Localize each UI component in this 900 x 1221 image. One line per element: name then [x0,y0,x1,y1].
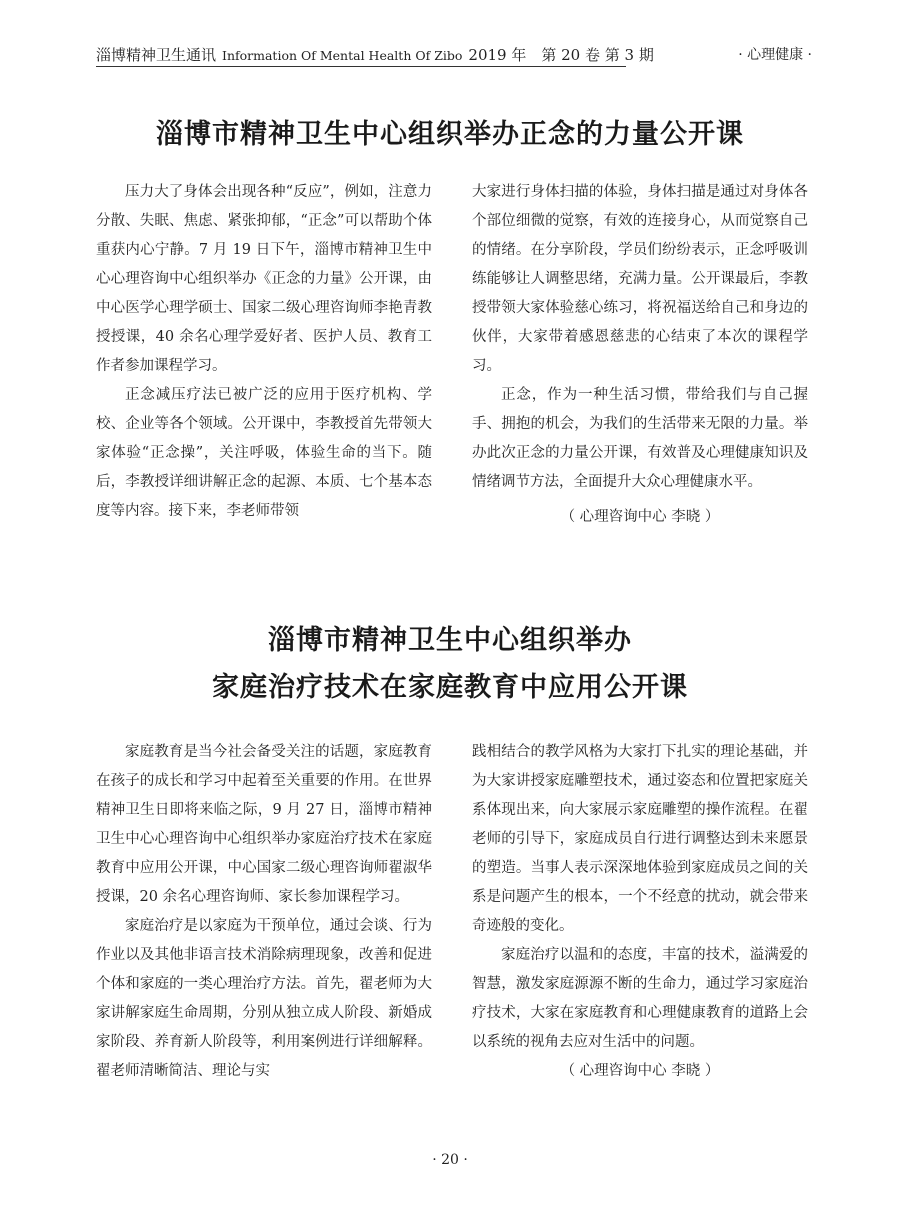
journal-name-en: Information Of Mental Health Of Zibo [222,48,463,63]
article2-paragraph: 家庭教育是当今社会备受关注的话题，家庭教育在孩子的成长和学习中起着至关重要的作用。在世界精神卫生日即将来临之际，9 月 27 日，淄博市精神卫生中心心理咨询中心组织举办家庭治疗技术在家庭教育中应用公开课，中心国家二级心理咨询师翟淑华授课，20 余名心理咨询师、家长参加课程学习。 [96,744,432,905]
article2-right-column [472,738,808,1086]
running-header [96,44,812,68]
article1-title: 淄博市精神卫生中心组织举办正念的力量公开课 [156,119,744,150]
article2-left-column [96,738,432,1086]
article1-right-column [472,178,808,532]
journal-name-cn: 淄博精神卫生通讯 [96,46,217,64]
page-number: · 20 · [432,1152,468,1168]
article2-paragraph: 家庭治疗以温和的态度，丰富的技术，溢满爱的智慧，激发家庭源源不断的生命力，通过学习家庭治疗技术，大家在家庭教育和心理健康教育的道路上会以系统的视角去应对生活中的问题。 [472,947,808,1050]
article2-title-line1: 淄博市精神卫生中心组织举办 [268,625,632,656]
article2-signature: （ 心理咨询中心 李晓 ） [560,1063,720,1079]
journal-name [96,44,654,65]
article2-title-line2: 家庭治疗技术在家庭教育中应用公开课 [212,672,688,703]
section-label: · 心理健康 · [738,47,812,63]
article1-left-column [96,178,432,526]
article1-paragraph-continued: 大家进行身体扫描的体验，身体扫描是通过对身体各个部位细微的觉察，有效的连接身心，从而觉察自己的情绪。在分享阶段，学员们纷纷表示，正念呼吸训练能够让人调整思绪，充满力量。公开课最后，李教授带领大家体验慈心练习，将祝福送给自己和身边的伙伴，大家带着感恩慈悲的心结束了本次的课程学习。 [472,184,808,374]
article2-paragraph: 家庭治疗是以家庭为干预单位，通过会谈、行为作业以及其他非语言技术消除病理现象，改善和促进个体和家庭的一类心理治疗方法。首先，翟老师为大家讲解家庭生命周期，分别从独立成人阶段、新婚成家阶段、养育新人阶段等，利用案例进行详细解释。翟老师清晰简洁、理论与实 [96,918,432,1079]
article1-paragraph: 正念减压疗法已被广泛的应用于医疗机构、学校、企业等各个领域。公开课中，李教授首先带领大家体验“正念操”，关注呼吸，体验生命的当下。随后，李教授详细讲解正念的起源、本质、七个基本态度等内容。接下来，李老师带领 [96,387,432,519]
article1-paragraph: 正念，作为一种生活习惯，带给我们与自己握手、拥抱的机会，为我们的生活带来无限的力量。举办此次正念的力量公开课，有效普及心理健康知识及情绪调节方法，全面提升大众心理健康水平。 [472,387,808,490]
article2-paragraph-continued: 践相结合的教学风格为大家打下扎实的理论基础，并为大家讲授家庭雕塑技术，通过姿态和位置把家庭关系体现出来，向大家展示家庭雕塑的操作流程。在翟老师的引导下，家庭成员自行进行调整达到未来愿景的塑造。当事人表示深深地体验到家庭成员之间的关系是问题产生的根本，一个不经意的扰动，就会带来奇迹般的变化。 [472,744,808,934]
article1-signature: （ 心理咨询中心 李晓 ） [560,509,720,525]
article1-paragraph: 压力大了身体会出现各种“反应”，例如，注意力分散、失眠、焦虑、紧张抑郁，“正念”可以帮助个体重获内心宁静。7 月 19 日下午，淄博市精神卫生中心心理咨询中心组织举办《正念的力量》公开课，由中心医学心理学硕士、国家二级心理咨询师李艳青教授授课，40 余名心理学爱好者、医护人员、教育工作者参加课程学习。 [96,184,432,374]
issue-info: 2019 年 第 20 卷 第 3 期 [468,46,654,64]
header-rule [96,66,626,67]
